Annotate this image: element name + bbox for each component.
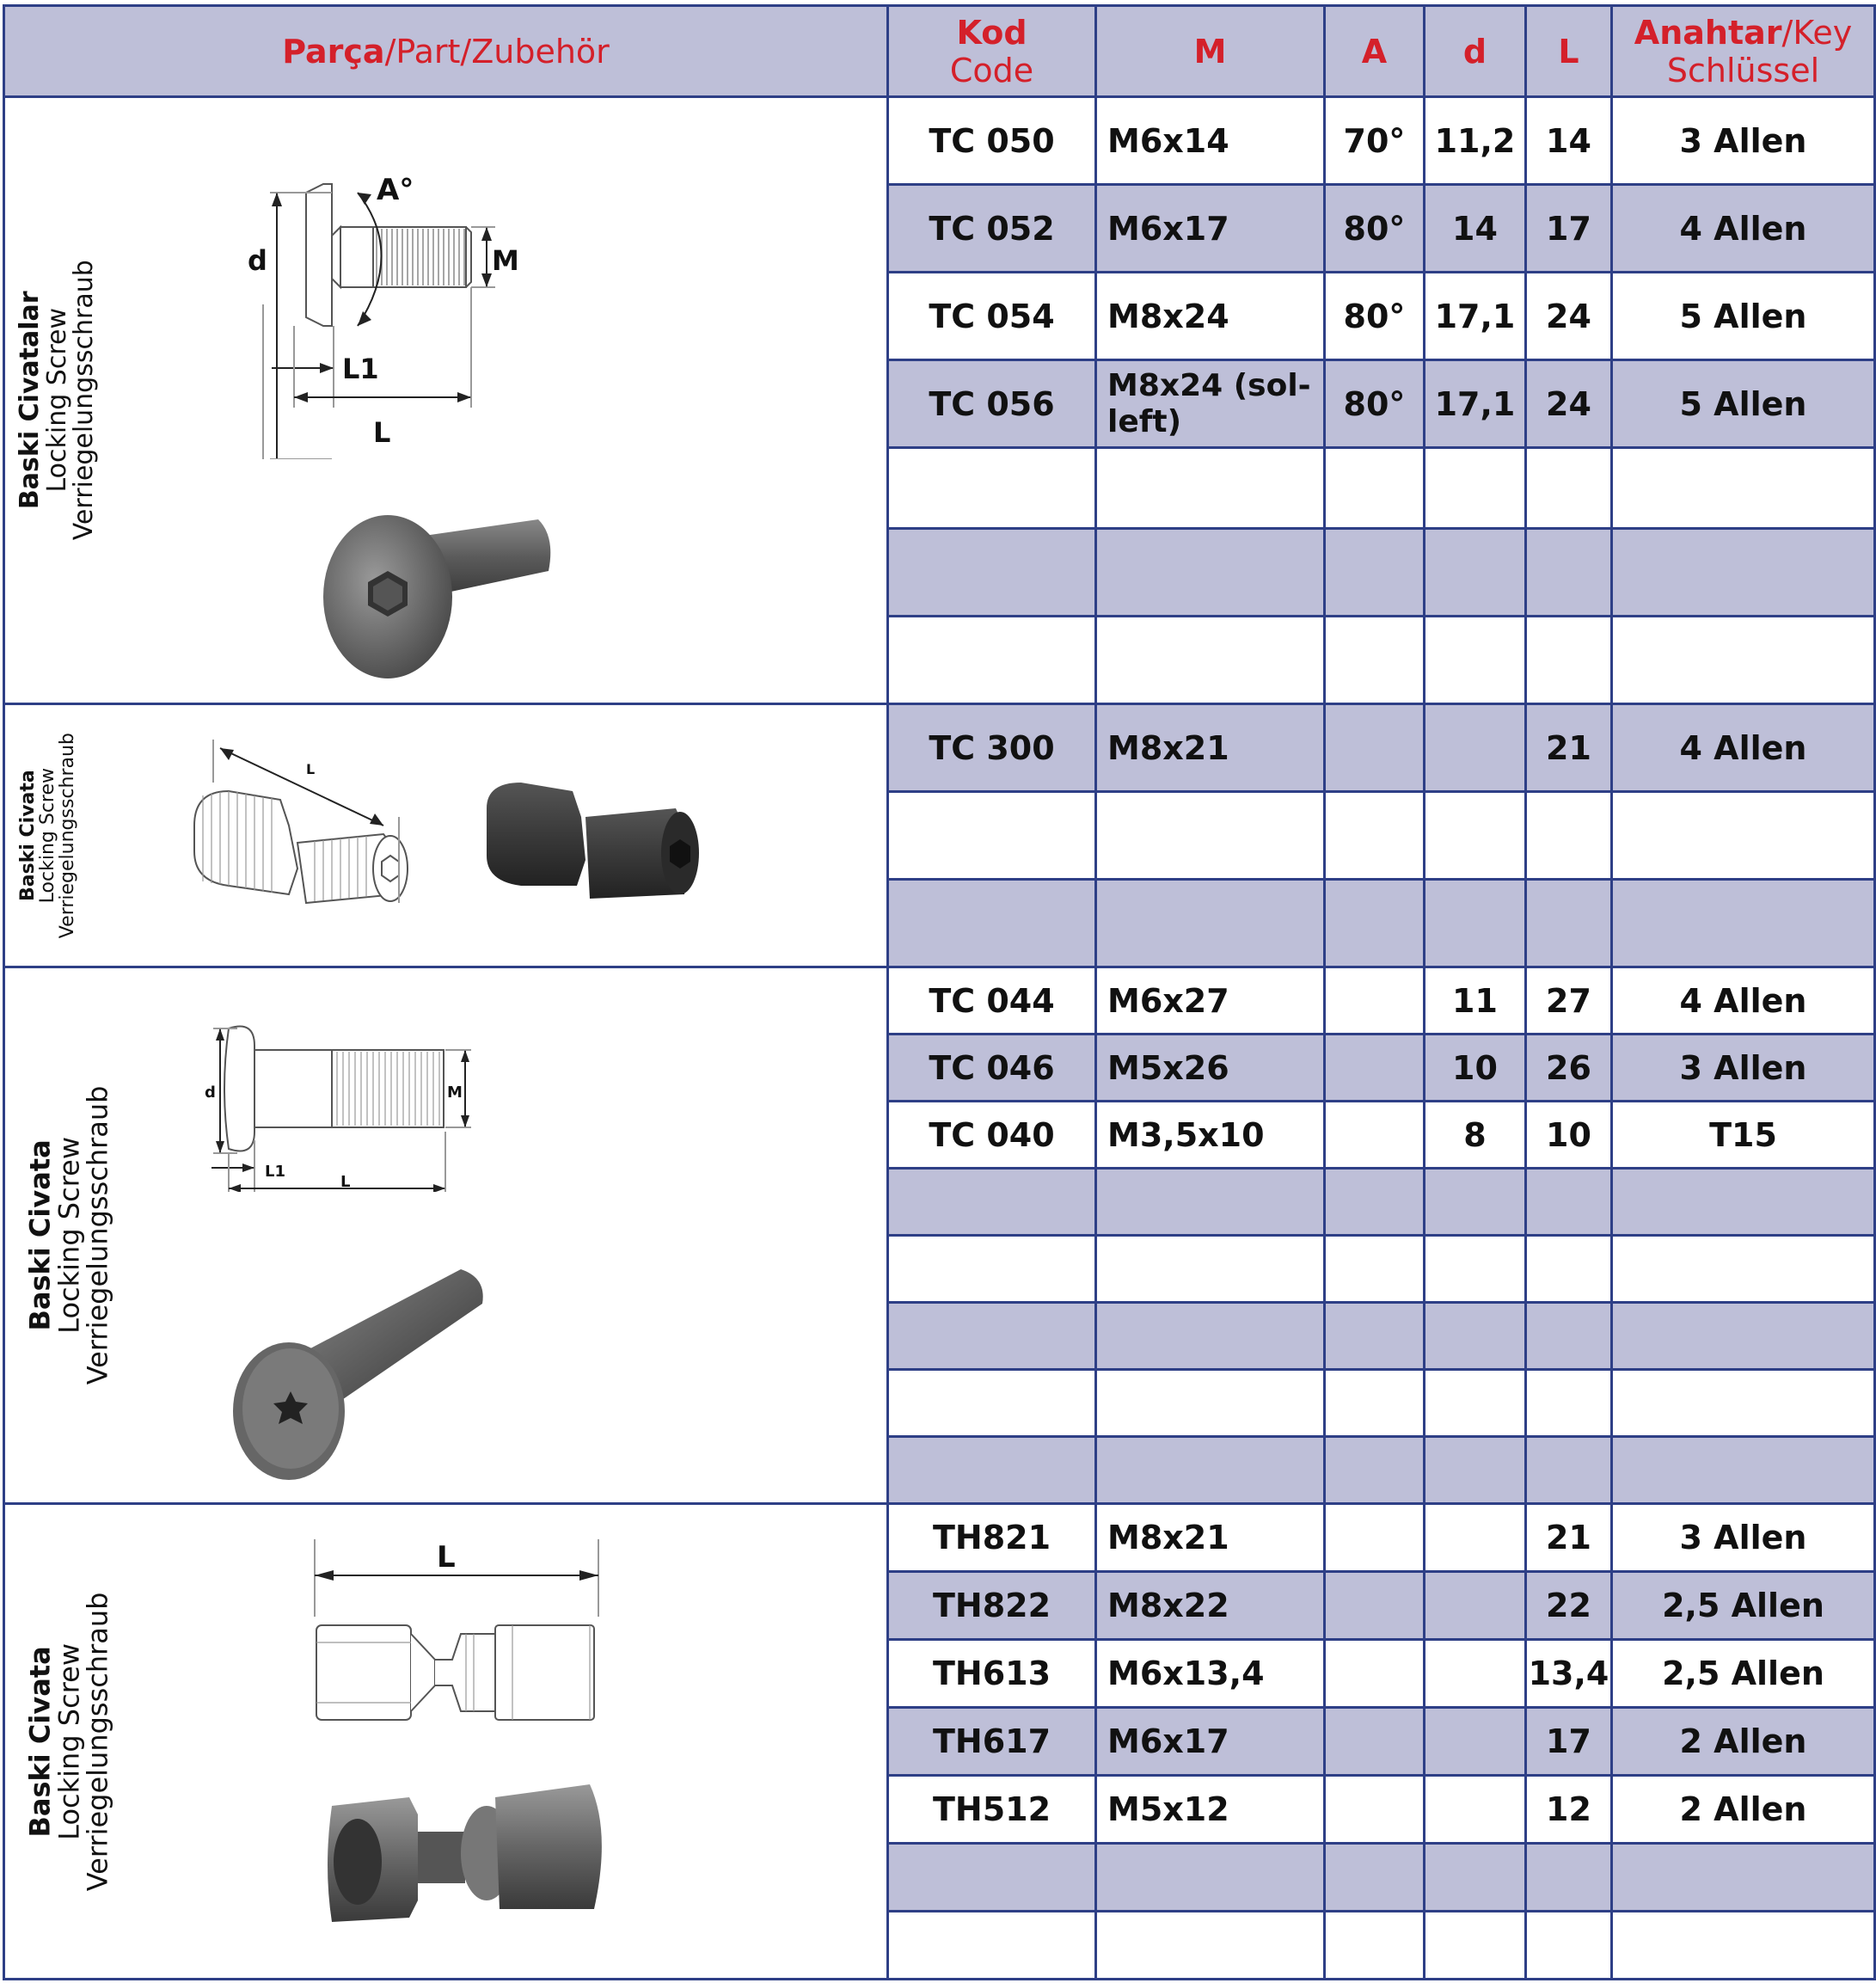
cell-code — [888, 880, 1096, 967]
cell-code — [888, 1236, 1096, 1303]
cell-a: 80° — [1325, 273, 1425, 360]
flat-head-screw-dimension-drawing — [203, 1011, 564, 1192]
cell-key — [1612, 1169, 1875, 1236]
cell-code: TH617 — [888, 1708, 1096, 1776]
cell-code — [888, 1370, 1096, 1437]
cell-code: TC 040 — [888, 1102, 1096, 1169]
label-m: M — [492, 244, 519, 277]
cell-key — [1612, 1236, 1875, 1303]
section-label — [5, 1505, 134, 1978]
cell-m: M6x17 — [1096, 1708, 1325, 1776]
cell-key — [1612, 1912, 1875, 1980]
header-part-tr: Parça — [282, 32, 385, 71]
clamp-screw-photo — [323, 1780, 616, 1926]
section-label — [5, 968, 134, 1502]
cell-d — [1425, 1844, 1526, 1912]
section-label-tr: Baski Civata — [23, 1139, 57, 1331]
cell-a — [1325, 1640, 1425, 1708]
cell-l: 13,4 — [1526, 1640, 1612, 1708]
cell-d — [1425, 1912, 1526, 1980]
header-key-tr: Anahtar — [1634, 13, 1782, 52]
cell-l: 24 — [1526, 273, 1612, 360]
cell-key: 5 Allen — [1612, 273, 1875, 360]
cell-a — [1325, 967, 1425, 1034]
cell-l — [1526, 1236, 1612, 1303]
cell-l: 26 — [1526, 1034, 1612, 1102]
cell-m — [1096, 792, 1325, 880]
table-row — [4, 1504, 1875, 1572]
cell-l: 12 — [1526, 1776, 1612, 1844]
cell-a — [1325, 1504, 1425, 1572]
cell-code — [888, 617, 1096, 704]
cell-l — [1526, 529, 1612, 617]
double-thread-screw-photo — [478, 774, 702, 920]
header-row — [4, 6, 1875, 97]
cell-l: 14 — [1526, 97, 1612, 185]
cell-l: 21 — [1526, 704, 1612, 792]
label-l: L — [340, 1173, 351, 1191]
cell-m: M6x27 — [1096, 967, 1325, 1034]
cell-d: 17,1 — [1425, 273, 1526, 360]
clamp-screw-dimension-drawing — [297, 1539, 616, 1728]
label-angle: A° — [377, 175, 414, 207]
header-m: M — [1096, 6, 1325, 97]
cell-l: 21 — [1526, 1504, 1612, 1572]
header-d: d — [1425, 6, 1526, 97]
flat-head-screw-photo — [229, 1261, 504, 1484]
cell-a: 80° — [1325, 360, 1425, 448]
cell-key: 4 Allen — [1612, 704, 1875, 792]
header-code-en: Code — [949, 51, 1034, 89]
cell-m — [1096, 1844, 1325, 1912]
part-illustration-cell — [4, 97, 888, 704]
section-label-de: Verriegelungsschraub — [68, 260, 99, 541]
cell-a — [1325, 1102, 1425, 1169]
part-illustration-cell — [4, 1504, 888, 1980]
cell-key: 3 Allen — [1612, 1504, 1875, 1572]
cell-code — [888, 529, 1096, 617]
cell-d — [1425, 704, 1526, 792]
cell-l: 24 — [1526, 360, 1612, 448]
cell-d — [1425, 1169, 1526, 1236]
cell-key: 2 Allen — [1612, 1776, 1875, 1844]
cell-d: 11 — [1425, 967, 1526, 1034]
cell-key — [1612, 1844, 1875, 1912]
cell-a — [1325, 1844, 1425, 1912]
cell-key — [1612, 792, 1875, 880]
cell-a — [1325, 880, 1425, 967]
cell-code: TC 044 — [888, 967, 1096, 1034]
cell-a — [1325, 704, 1425, 792]
cell-l — [1526, 617, 1612, 704]
cell-code: TC 056 — [888, 360, 1096, 448]
table-row — [4, 967, 1875, 1034]
cell-code: TC 050 — [888, 97, 1096, 185]
spec-table-wrapper — [3, 4, 1876, 1980]
header-l: L — [1526, 6, 1612, 97]
header-code — [888, 6, 1096, 97]
cell-code — [888, 1303, 1096, 1370]
cell-code — [888, 1844, 1096, 1912]
cell-code: TH512 — [888, 1776, 1096, 1844]
cell-a — [1325, 529, 1425, 617]
section-label-tr: Baski Civatalar — [14, 291, 45, 510]
cell-a — [1325, 1236, 1425, 1303]
header-part-en: Part — [395, 32, 461, 71]
cell-code — [888, 1169, 1096, 1236]
cell-l: 22 — [1526, 1572, 1612, 1640]
cell-code — [888, 448, 1096, 529]
cell-a — [1325, 1034, 1425, 1102]
part-illustration-cell — [4, 967, 888, 1504]
cell-l: 17 — [1526, 185, 1612, 273]
cell-a — [1325, 1370, 1425, 1437]
cell-a — [1325, 1572, 1425, 1640]
label-l: L — [373, 416, 391, 449]
cell-a — [1325, 1303, 1425, 1370]
cell-d — [1425, 792, 1526, 880]
section-label-en: Locking Screw — [52, 1642, 86, 1840]
cell-m: M8x21 — [1096, 1504, 1325, 1572]
cell-d — [1425, 1708, 1526, 1776]
cell-key — [1612, 448, 1875, 529]
cell-m: M6x14 — [1096, 97, 1325, 185]
header-key-de: Schlüssel — [1666, 51, 1820, 89]
label-l: L — [437, 1540, 456, 1575]
cell-key — [1612, 880, 1875, 967]
cell-code: TC 046 — [888, 1034, 1096, 1102]
cell-m: M8x22 — [1096, 1572, 1325, 1640]
double-thread-screw-drawing — [177, 731, 418, 946]
cell-m: M6x13,4 — [1096, 1640, 1325, 1708]
cell-a — [1325, 1912, 1425, 1980]
cell-key — [1612, 1370, 1875, 1437]
cell-a — [1325, 1708, 1425, 1776]
cell-a — [1325, 448, 1425, 529]
cell-l: 27 — [1526, 967, 1612, 1034]
cell-m: M8x24 — [1096, 273, 1325, 360]
header-key-en: Key — [1793, 13, 1853, 52]
cell-d: 17,1 — [1425, 360, 1526, 448]
cell-code: TH822 — [888, 1572, 1096, 1640]
cell-d — [1425, 1572, 1526, 1640]
cell-l: 10 — [1526, 1102, 1612, 1169]
spec-table — [3, 4, 1876, 1980]
header-part — [4, 6, 888, 97]
cell-key — [1612, 1437, 1875, 1504]
cell-code: TC 054 — [888, 273, 1096, 360]
cell-m: M5x12 — [1096, 1776, 1325, 1844]
cell-key: 2,5 Allen — [1612, 1640, 1875, 1708]
cell-d: 14 — [1425, 185, 1526, 273]
header-part-de: Zubehör — [471, 32, 610, 71]
cell-l — [1526, 1844, 1612, 1912]
section-label-de: Verriegelungsschraub — [81, 1085, 114, 1385]
cell-a — [1325, 1776, 1425, 1844]
cell-l — [1526, 1169, 1612, 1236]
cell-a — [1325, 1169, 1425, 1236]
section-label-tr: Baski Civata — [23, 1645, 57, 1838]
cell-code: TC 052 — [888, 185, 1096, 273]
cell-a: 80° — [1325, 185, 1425, 273]
cell-m: M8x24 (sol-left) — [1096, 360, 1325, 448]
cell-code: TH821 — [888, 1504, 1096, 1572]
header-part-sep: / — [460, 32, 472, 71]
header-a: A — [1325, 6, 1425, 97]
cell-d — [1425, 1236, 1526, 1303]
cell-d — [1425, 880, 1526, 967]
cell-key: 3 Allen — [1612, 1034, 1875, 1102]
cell-l — [1526, 1437, 1612, 1504]
header-key — [1612, 6, 1875, 97]
locking-screw-photo — [323, 502, 564, 700]
cell-a — [1325, 1437, 1425, 1504]
part-illustration-cell — [4, 704, 888, 967]
cell-m: M6x17 — [1096, 185, 1325, 273]
header-key-sep: / — [1781, 13, 1793, 52]
section-label-en: Locking Screw — [37, 767, 59, 904]
label-m: M — [447, 1084, 463, 1102]
cell-d — [1425, 1370, 1526, 1437]
cell-code — [888, 1437, 1096, 1504]
table-row — [4, 704, 1875, 792]
cell-key: 2,5 Allen — [1612, 1572, 1875, 1640]
cell-m — [1096, 1303, 1325, 1370]
cell-m: M3,5x10 — [1096, 1102, 1325, 1169]
cell-d: 10 — [1425, 1034, 1526, 1102]
cell-d: 8 — [1425, 1102, 1526, 1169]
cell-d — [1425, 529, 1526, 617]
cell-m: M5x26 — [1096, 1034, 1325, 1102]
cell-l — [1526, 792, 1612, 880]
cell-l — [1526, 880, 1612, 967]
header-part-sep: / — [384, 32, 396, 71]
cell-l — [1526, 448, 1612, 529]
label-l1: L1 — [265, 1163, 285, 1181]
cell-key — [1612, 529, 1875, 617]
locking-screw-dimension-drawing — [246, 175, 555, 459]
cell-l — [1526, 1303, 1612, 1370]
section-label-en: Locking Screw — [41, 308, 72, 493]
cell-l — [1526, 1370, 1612, 1437]
cell-code — [888, 792, 1096, 880]
cell-m: M8x21 — [1096, 704, 1325, 792]
cell-key — [1612, 617, 1875, 704]
cell-key: 3 Allen — [1612, 97, 1875, 185]
section-label-de: Verriegelungsschraub — [57, 732, 79, 939]
cell-d: 11,2 — [1425, 97, 1526, 185]
header-code-tr: Kod — [956, 13, 1027, 52]
cell-key — [1612, 1303, 1875, 1370]
cell-m — [1096, 1169, 1325, 1236]
cell-m — [1096, 880, 1325, 967]
cell-key: 4 Allen — [1612, 967, 1875, 1034]
cell-key: 2 Allen — [1612, 1708, 1875, 1776]
cell-m — [1096, 1912, 1325, 1980]
cell-m — [1096, 617, 1325, 704]
section-label — [5, 705, 91, 966]
label-l: L — [306, 761, 316, 777]
section-label — [5, 98, 108, 703]
label-d: d — [205, 1084, 216, 1102]
cell-d — [1425, 1504, 1526, 1572]
cell-code — [888, 1912, 1096, 1980]
cell-m — [1096, 1236, 1325, 1303]
cell-m — [1096, 448, 1325, 529]
cell-d — [1425, 448, 1526, 529]
cell-m — [1096, 1370, 1325, 1437]
cell-key: T15 — [1612, 1102, 1875, 1169]
cell-a: 70° — [1325, 97, 1425, 185]
cell-key: 4 Allen — [1612, 185, 1875, 273]
cell-d — [1425, 617, 1526, 704]
cell-l: 17 — [1526, 1708, 1612, 1776]
cell-a — [1325, 617, 1425, 704]
cell-m — [1096, 1437, 1325, 1504]
table-row — [4, 97, 1875, 185]
section-label-de: Verriegelungsschraub — [81, 1592, 114, 1891]
label-d: d — [248, 244, 267, 277]
cell-key: 5 Allen — [1612, 360, 1875, 448]
label-l1: L1 — [342, 353, 379, 385]
cell-code: TC 300 — [888, 704, 1096, 792]
cell-d — [1425, 1303, 1526, 1370]
section-label-en: Locking Screw — [52, 1137, 86, 1334]
section-label-tr: Baski Civata — [17, 770, 40, 901]
cell-m — [1096, 529, 1325, 617]
cell-code: TH613 — [888, 1640, 1096, 1708]
cell-l — [1526, 1912, 1612, 1980]
cell-d — [1425, 1776, 1526, 1844]
cell-a — [1325, 792, 1425, 880]
cell-d — [1425, 1437, 1526, 1504]
cell-d — [1425, 1640, 1526, 1708]
